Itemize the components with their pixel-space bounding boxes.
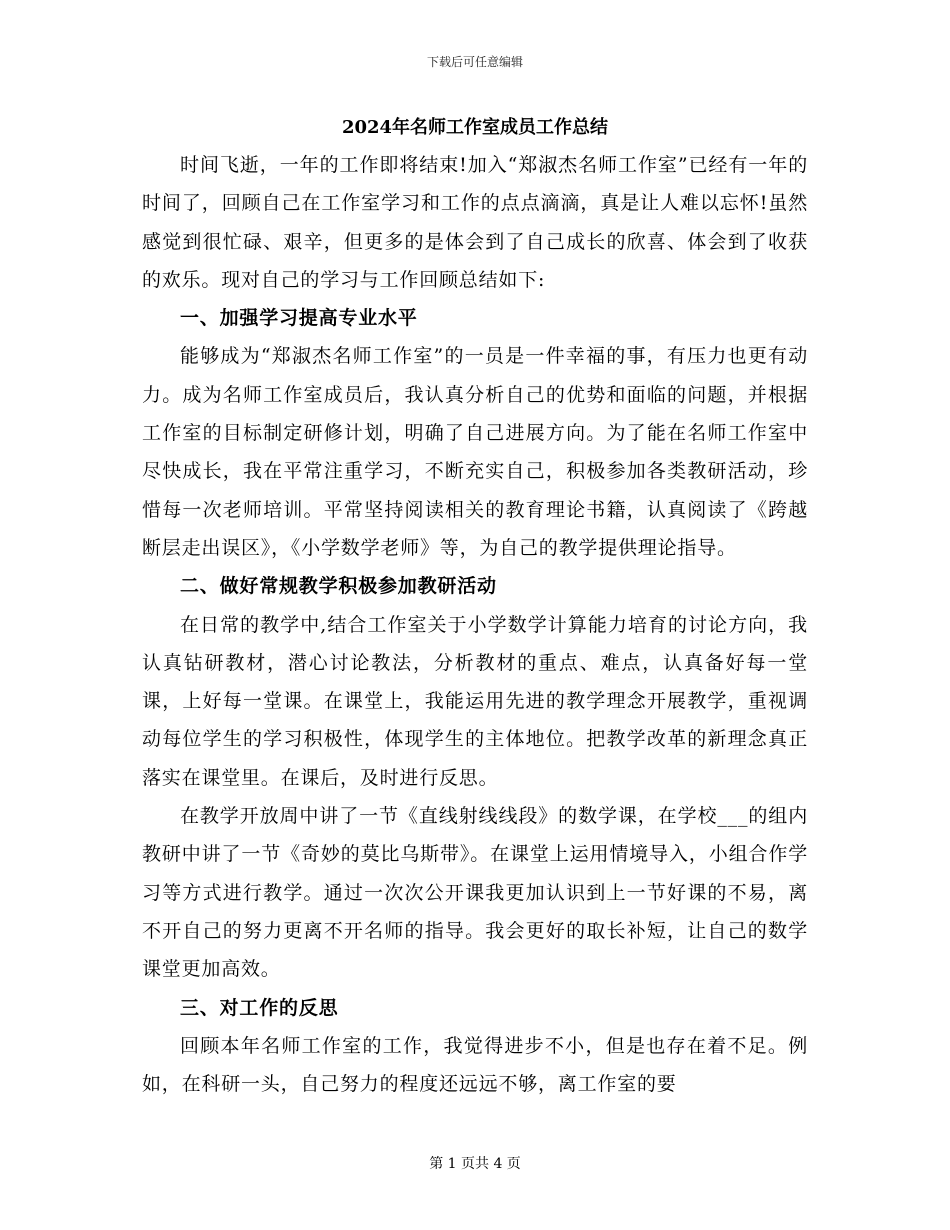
section-heading-3: 三、对工作的反思 <box>180 996 339 1019</box>
page-header-note: 下载后可任意编辑 <box>426 55 523 69</box>
document-body <box>142 146 808 1103</box>
section-heading-1: 一、加强学习提高专业水平 <box>180 307 418 330</box>
intro-paragraph: 时间飞逝，一年的工作即将结束!加入“郑淑杰名师工作室”已经有一年的时间了，回顾自己在工作室学习和工作的点点滴滴，真是让人难以忘怀!虽然感觉到很忙碌、艰辛，但更多的是体会到了自己成长的欣喜、体会到了收获的欢乐。现对自己的学习与工作回顾总结如下: <box>142 154 808 291</box>
section-1-paragraph: 能够成为“郑淑杰名师工作室”的一员是一件幸福的事，有压力也更有动力。成为名师工作室成员后，我认真分析自己的优势和面临的问题，并根据工作室的目标制定研修计划，明确了自己进展方向。为了能在名师工作室中尽快成长，我在平常注重学习，不断充实自己，积极参加各类教研活动，珍惜每一次老师培训。平常坚持阅读相关的教育理论书籍，认真阅读了《跨越断层走出误区》，《小学数学老师》等，为自己的教学提供理论指导。 <box>142 345 808 559</box>
section-heading-2: 二、做好常规教学积极参加教研活动 <box>180 575 497 598</box>
section-2-paragraph-1: 在日常的教学中,结合工作室关于小学数学计算能力培育的讨论方向，我认真钻研教材，潜心讨论教法，分析教材的重点、难点，认真备好每一堂课，上好每一堂课。在课堂上，我能运用先进的教学理念开展教学，重视调动每位学生的学习积极性，体现学生的主体地位。把教学改革的新理念真正落实在课堂里。在课后，及时进行反思。 <box>142 613 808 789</box>
document-title: 2024年名师工作室成员工作总结 <box>341 117 609 138</box>
section-2-paragraph-2: 在教学开放周中讲了一节《直线射线线段》的数学课，在学校___的组内教研中讲了一节《奇妙的莫比乌斯带》。在课堂上运用情境导入，小组合作学习等方式进行教学。通过一次次公开课我更加认识到上一节好课的不易，离不开自己的努力更离不开名师的指导。我会更好的取长补短，让自己的数学课堂更加高效。 <box>142 805 808 981</box>
section-3-paragraph: 回顾本年名师工作室的工作，我觉得进步不小，但是也存在着不足。例如，在科研一头，自己努力的程度还远远不够，离工作室的要 <box>142 1034 808 1096</box>
page-number-footer: 第 1 页共 4 页 <box>429 1156 521 1172</box>
